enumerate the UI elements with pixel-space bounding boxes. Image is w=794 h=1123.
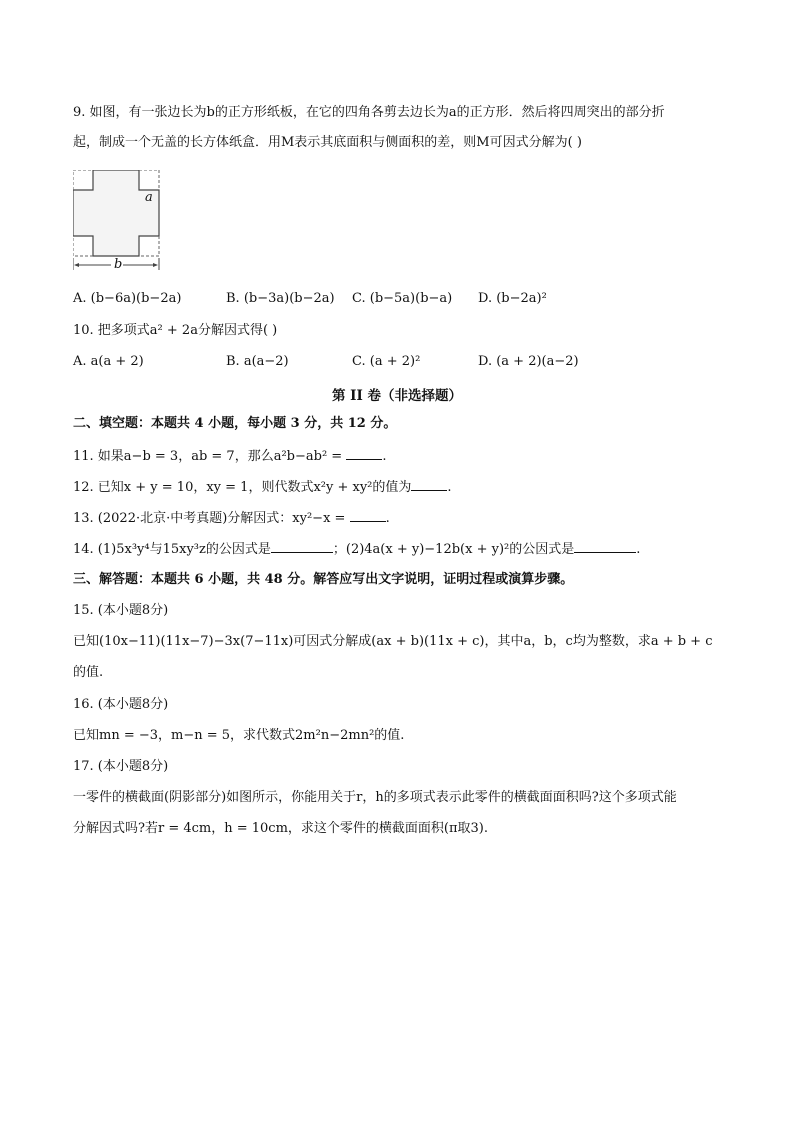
q15-line1: 已知(10x−11)(11x−7)−3x(7−11x)可因式分解成(ax + b)(11x + c)，其中a，b，c均为整数，求a + b + c [73, 634, 713, 649]
q10-stem: 10. 把多项式a² + 2a分解因式得( ) [73, 323, 278, 338]
q17-line1: 一零件的横截面(阴影部分)如图所示，你能用关于r，h的多项式表示此零件的横截面面积吗?这个多项式能 [73, 790, 677, 805]
q9-option-c: C. (b−5a)(b−a) [352, 291, 453, 306]
q12-answer-blank[interactable] [411, 478, 447, 491]
solve-header: 三、解答题：本题共 6 小题，共 48 分。解答应写出文字说明，证明过程或演算步骤。 [73, 572, 574, 587]
q16-line1: 已知mn = −3，m−n = 5，求代数式2m²n−2mn²的值. [73, 728, 405, 743]
q10-option-b: B. a(a−2) [226, 354, 289, 369]
q11: 11. 如果a−b = 3，ab = 7，那么a²b−ab² = . [73, 449, 387, 464]
q9-option-b: B. (b−3a)(b−2a) [226, 291, 335, 306]
q17-head: 17. (本小题8分) [73, 759, 169, 774]
q15-line2: 的值. [73, 665, 104, 680]
q13-text: 13. (2022·北京·中考真题)分解因式：xy²−x = [73, 511, 350, 526]
q12: 12. 已知x + y = 10，xy = 1，则代数式x²y + xy²的值为 . [73, 480, 452, 495]
part2-title: 第 II 卷（非选择题） [331, 388, 463, 404]
q14-answer-blank-2[interactable] [574, 540, 636, 553]
q9-stem-line1: 9. 如图，有一张边长为b的正方形纸板，在它的四角各剪去边长为a的正方形．然后将四周突出的部分折 [73, 105, 665, 120]
figure-label-a: a [145, 190, 153, 205]
q16-head: 16. (本小题8分) [73, 697, 169, 712]
q10-option-a: A. a(a + 2) [73, 354, 144, 369]
q10-option-c: C. (a + 2)² [352, 354, 421, 369]
q15-head: 15. (本小题8分) [73, 603, 169, 618]
q9-cross-figure [73, 170, 165, 274]
q14-text-part1: 14. (1)5x³y⁴与15xy³z的公因式是 [73, 542, 271, 557]
q17-line2: 分解因式吗?若r = 4cm，h = 10cm，求这个零件的横截面面积(π取3). [73, 821, 488, 836]
figure-label-b: b [114, 257, 123, 272]
q9-option-d: D. (b−2a)² [478, 291, 547, 306]
q11-text: 11. 如果a−b = 3，ab = 7，那么a²b−ab² = [73, 449, 347, 464]
q9-stem-line2: 起，制成一个无盖的长方体纸盒．用M表示其底面积与侧面积的差，则M可因式分解为( ) [73, 135, 582, 150]
q13-answer-blank[interactable] [350, 509, 386, 522]
q9-option-a: A. (b−6a)(b−2a) [73, 291, 182, 306]
q14-text-part2: ；(2)4a(x + y)−12b(x + y)²的公因式是 [332, 542, 575, 557]
q14: 14. (1)5x³y⁴与15xy³z的公因式是 ；(2)4a(x + y)−12b(x + y)²的公因式是 . [73, 542, 641, 557]
fill-in-header: 二、填空题：本题共 4 小题，每小题 3 分，共 12 分。 [73, 416, 397, 431]
q11-answer-blank[interactable] [346, 447, 382, 460]
q10-option-d: D. (a + 2)(a−2) [478, 354, 579, 369]
q13: 13. (2022·北京·中考真题)分解因式：xy²−x = . [73, 511, 390, 526]
q14-answer-blank-1[interactable] [271, 540, 333, 553]
q12-text: 12. 已知x + y = 10，xy = 1，则代数式x²y + xy²的值为 [73, 480, 412, 495]
